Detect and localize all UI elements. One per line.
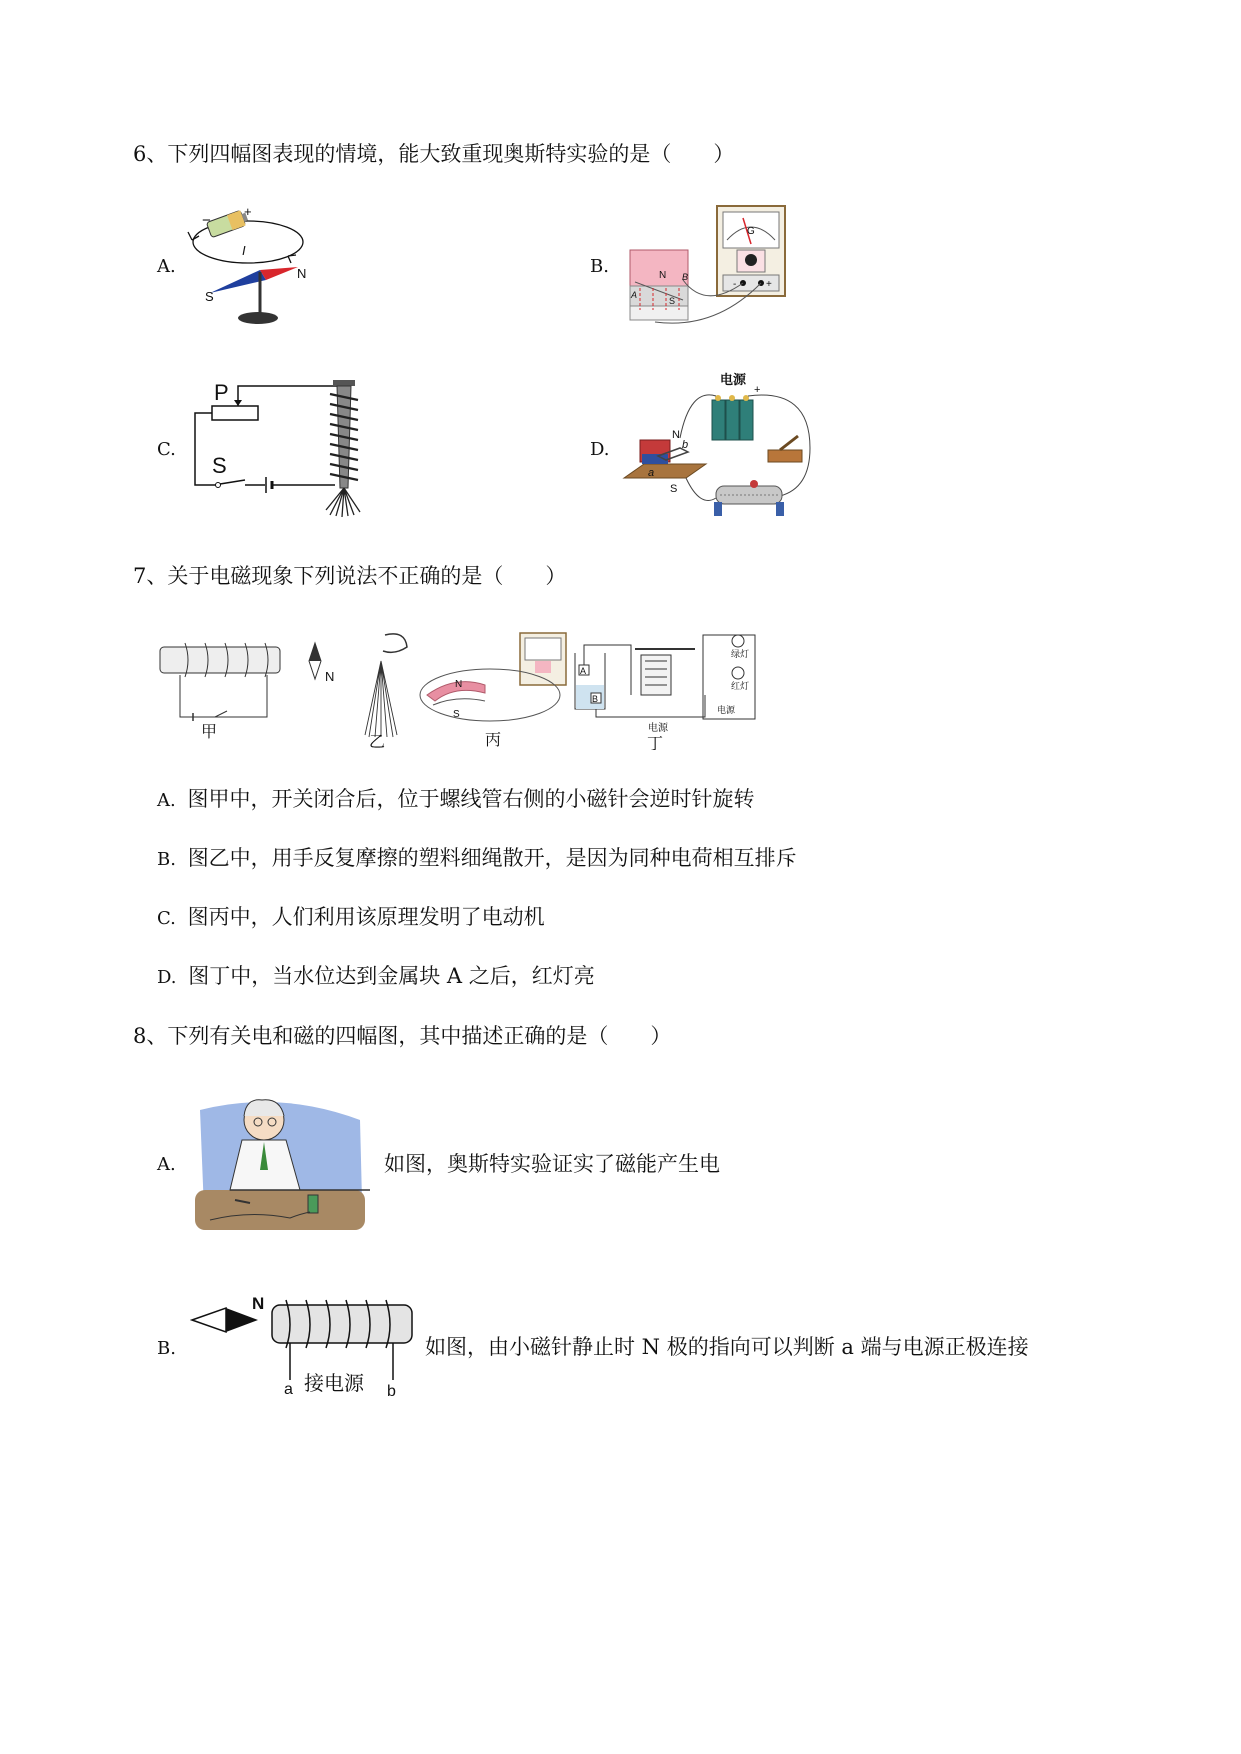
svg-text:N: N (297, 266, 307, 281)
q8-option-a-text: 如图，奥斯特实验证实了磁能产生电 (384, 1152, 720, 1176)
svg-text:N: N (659, 270, 667, 281)
q7-option-c-label: C. (157, 908, 176, 929)
svg-text:电源: 电源 (648, 723, 668, 734)
svg-text:a: a (648, 467, 655, 479)
q7-option-b-text: 图乙中，用手反复摩擦的塑料细绳散开，是因为同种电荷相互排斥 (187, 846, 797, 870)
svg-text:S: S (453, 709, 460, 720)
svg-text:电源: 电源 (720, 372, 747, 387)
q7-stem: 7、关于电磁现象下列说法不正确的是（ ） (133, 564, 567, 588)
q7-option-a-label: A. (157, 790, 176, 811)
svg-text:乙: 乙 (369, 734, 386, 750)
svg-text:N: N (325, 669, 335, 684)
q7-option-b (157, 846, 797, 872)
svg-text:G: G (747, 226, 755, 237)
q7-option-a (157, 787, 754, 813)
svg-text:红灯: 红灯 (731, 681, 750, 691)
svg-text:N: N (455, 679, 463, 690)
svg-text:甲: 甲 (201, 724, 218, 741)
q6-figure-a-battery-compass (180, 200, 315, 328)
svg-text:S: S (670, 483, 678, 495)
q7-option-c (157, 905, 545, 931)
svg-text:b: b (387, 1383, 396, 1400)
q7-figure-four-panels (155, 625, 760, 750)
svg-text:−: − (202, 212, 211, 229)
q8-figure-b-solenoid-needle (190, 1290, 420, 1405)
q7-option-c-text: 图丙中，人们利用该原理发明了电动机 (187, 905, 545, 929)
svg-text:A: A (580, 666, 587, 676)
svg-text:-: - (733, 279, 737, 290)
q6-figure-b-magnet-galvanometer (625, 200, 795, 332)
q8-figure-a-oersted-illustration (190, 1090, 370, 1235)
svg-text:B: B (682, 272, 689, 282)
svg-text:丁: 丁 (647, 736, 664, 750)
q6-figure-c-electromagnet-circuit (190, 370, 370, 520)
svg-text:+: + (754, 384, 761, 396)
q7-option-a-text: 图甲中，开关闭合后，位于螺线管右侧的小磁针会逆时针旋转 (187, 787, 755, 811)
svg-text:N: N (252, 1294, 265, 1313)
q7-option-d-label: D. (157, 967, 177, 988)
q7-option-d-text: 图丁中，当水位达到金属块 A 之后，红灯亮 (188, 964, 595, 988)
svg-text:S: S (669, 296, 676, 306)
svg-text:+: + (244, 204, 252, 219)
q7-option-b-label: B. (157, 849, 176, 870)
svg-text:电源: 电源 (717, 705, 736, 715)
q8-option-a-label: A. (157, 1154, 176, 1175)
svg-text:I: I (242, 243, 246, 258)
svg-text:+: + (766, 279, 772, 290)
q6-option-d-label: D. (590, 439, 610, 460)
svg-text:绿灯: 绿灯 (731, 649, 750, 659)
svg-text:S: S (205, 289, 214, 304)
q7-option-d (157, 964, 595, 990)
svg-text:A: A (631, 290, 638, 300)
svg-text:接电源: 接电源 (304, 1373, 364, 1395)
q6-option-c-label: C. (157, 439, 176, 460)
svg-text:B: B (592, 694, 599, 704)
q6-figure-d-motor-circuit (620, 368, 830, 523)
q8-stem: 8、下列有关电和磁的四幅图，其中描述正确的是（ ） (133, 1024, 672, 1048)
q8-option-b-label: B. (157, 1338, 176, 1359)
svg-text:S: S (212, 453, 227, 478)
svg-text:N: N (672, 429, 680, 441)
q6-option-a-label: A. (157, 256, 176, 277)
svg-text:a: a (284, 1381, 293, 1398)
q6-stem: 6、下列四幅图表现的情境，能大致重现奥斯特实验的是（ ） (133, 142, 735, 166)
q8-option-b-text: 如图，由小磁针静止时 N 极的指向可以判断 a 端与电源正极连接 (425, 1335, 1029, 1359)
svg-text:b: b (682, 439, 689, 451)
svg-text:丙: 丙 (485, 732, 502, 749)
q6-option-b-label: B. (590, 256, 609, 277)
svg-text:P: P (214, 380, 229, 405)
